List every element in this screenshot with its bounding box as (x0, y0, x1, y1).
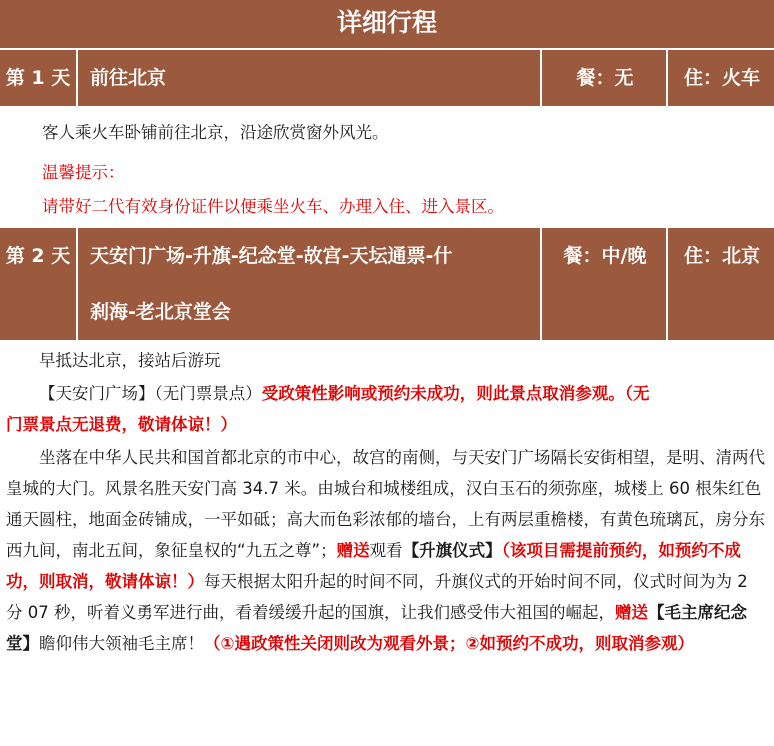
day2-route (76, 228, 540, 340)
tiananmen-warning: 受政策性影响或预约未成功，则此景点取消参观。（无 (261, 384, 650, 403)
day1-stay: 住：火车 (666, 50, 774, 106)
flag-ceremony-description: 每天根据太阳升起的时间不同，升旗仪式的开始时间不同，仪式时间为为 2 分 07 秒，听着义勇军进行曲，看着缓缓升起的国旗，让我们感受伟大祖国的崛起， (6, 572, 748, 622)
day2-description-paragraph (6, 442, 768, 659)
day1-desc-text: 客人乘火车卧铺前往北京，沿途欣赏窗外风光。 (42, 123, 389, 142)
memorial-hall-heading: 【毛主席纪念堂】 (6, 603, 747, 653)
day1-route: 前往北京 (76, 50, 540, 106)
day2-tiananmen-paragraph (6, 378, 768, 440)
flag-ceremony-warning: （该项目需提前预约，如预约不成功，则取消，敬请体谅！） (6, 541, 741, 591)
flag-ceremony-heading: 【升旗仪式】 (402, 541, 502, 560)
day2-header-row (0, 228, 774, 340)
tiananmen-description: 坐落在中华人民共和国首都北京的市中心，故宫的南侧，与天安门广场隔长安街相望，是明、清两代皇城的大门。风景名胜天安门高 34.7 米。由城台和城楼组成，汉白玉石的须弥座，城楼上 60 根朱红色通天圆柱，地面金砖铺成，一平如砥；高大而色彩浓郁的墙台，上有两层重檐楼，有黄色琉璃瓦，房分东西九间，南北五间，象征皇权的“九五之尊”； (6, 448, 765, 560)
watch-label: 观看 (369, 541, 403, 560)
day1-label: 第 1 天 (5, 67, 71, 89)
day1-tip-text: 请带好二代有效身份证件以便乘坐火车、办理入住、进入景区。 (42, 197, 504, 216)
memorial-hall-warning: （①遇政策性关闭则改为观看外景；②如预约不成功，则取消参观） (204, 634, 694, 653)
day1-tip (6, 157, 768, 222)
day2-arrive: 早抵达北京，接站后游玩 (39, 351, 221, 370)
tiananmen-heading: 【天安门广场】（无门票景点） (39, 384, 262, 403)
tiananmen-warning-2: 门票景点无退费，敬请体谅！） (6, 415, 237, 434)
day1-tip-title: 温馨提示： (42, 163, 125, 182)
day2-route-line2: 刹海-老北京堂会 (90, 301, 231, 323)
day2-meal: 餐：中/晚 (540, 228, 668, 340)
day1-meal: 餐：无 (540, 50, 668, 106)
memorial-hall-description: 瞻仰伟大领袖毛主席！ (39, 634, 204, 653)
day2-label: 第 2 天 (5, 245, 71, 267)
day2-route-line1: 天安门广场-升旗-纪念堂-故宫-天坛通票-什 (90, 245, 453, 267)
itinerary-title: 详细行程 (0, 0, 774, 48)
day2-body (6, 345, 768, 659)
gift-label-1: 赠送 (336, 541, 370, 560)
day1-description (6, 117, 768, 148)
gift-label-2: 赠送 (615, 603, 648, 622)
day1-header-row (0, 50, 774, 106)
day2-stay: 住：北京 (666, 228, 774, 340)
